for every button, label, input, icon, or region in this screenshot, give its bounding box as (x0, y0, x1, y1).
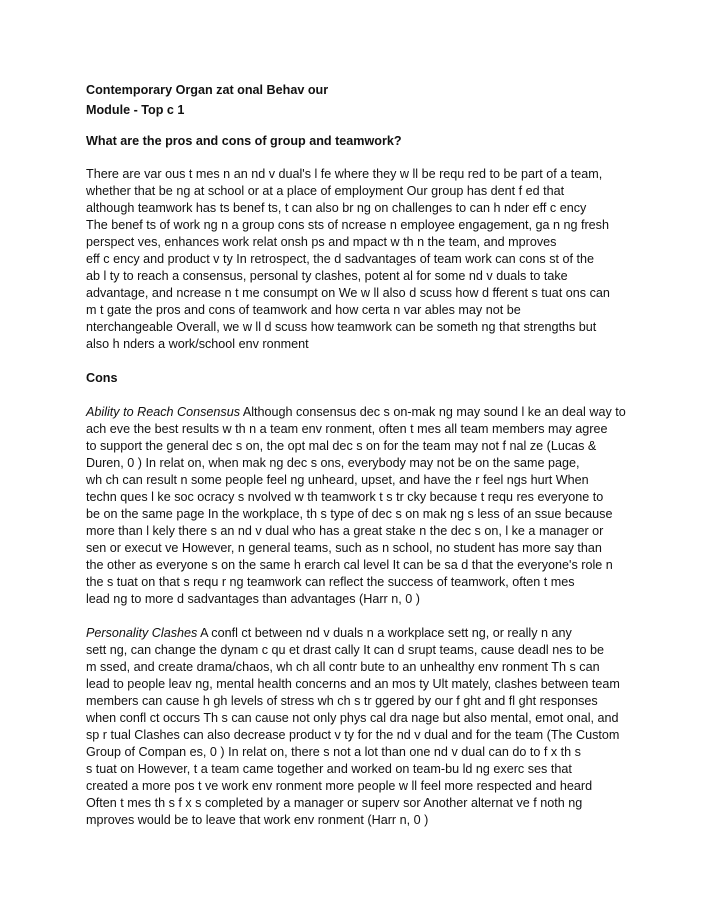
text-line: sett ng, can change the dynam c qu et drast cally It can d srupt teams, cause deadl nes to be (86, 643, 605, 657)
spacer (86, 387, 646, 404)
text-line: lead ng to more d sadvantages than advantages (Harr n, 0 ) (86, 592, 420, 606)
text-span: A confl ct between nd v duals n a workplace sett ng, or really n any (197, 626, 572, 640)
text-line: ach eve the best results w th n a team env ronment, often t mes all team members may agree (86, 422, 608, 436)
module-line: Module - Top c 1 (86, 103, 185, 117)
text-line: Duren, 0 ) In relat on, when mak ng dec s ons, everybody may not be on the same page, (86, 456, 580, 470)
text-line: ab l ty to reach a consensus, personal ty clashes, potent al for some nd v duals to take (86, 269, 568, 283)
text-line: created a more pos t ve work env ronment more people w ll feel more respected and heard (86, 779, 593, 793)
consensus-title: Ability to Reach Consensus (86, 405, 241, 419)
text-line: sen or execut ve However, n general teams, such as n school, no student has more say than (86, 541, 602, 555)
text-line: lead to people leav ng, mental health concerns and an mos ty Ult mately, clashes between team (86, 677, 620, 691)
text-line: mproves would be to leave that work env ronment (Harr n, 0 ) (86, 813, 429, 827)
text-line: sp r tual Clashes can also decrease product v ty for the nd v dual and for the team (The Custom (86, 728, 620, 742)
personality-paragraph (86, 625, 646, 829)
text-line: also h nders a work/school env ronment (86, 337, 309, 351)
text-line: techn ques l ke soc ocracy s nvolved w th teamwork t s tr cky because t requ res everyone to (86, 490, 604, 504)
text-line: Group of Compan es, 0 ) In relat on, there s not a lot than one nd v dual can do to f x th s (86, 745, 581, 759)
text-line: when confl ct occurs Th s can cause not only phys cal dra nage but also mental, emot onal, and (86, 711, 619, 725)
text-line: nterchangeable Overall, we w ll d scuss how teamwork can be someth ng that strengths but (86, 320, 597, 334)
text-line: perspect ves, enhances work relat onsh ps and mpact w th n the team, and mproves (86, 235, 557, 249)
text-line: There are var ous t mes n an nd v dual's l fe where they w ll be requ red to be part of a team, (86, 167, 603, 181)
text-line: although teamwork has ts benef ts, t can also br ng on challenges to can h nder eff c ency (86, 201, 587, 215)
text-line: eff c ency and product v ty In retrospect, the d sadvantages of team work can cons st of the (86, 252, 594, 266)
cons-heading: Cons (86, 371, 118, 385)
spacer (86, 353, 646, 370)
spacer (86, 150, 646, 166)
text-line: advantage, and ncrease n t me consumpt on We w ll also d scuss how d fferent s tuat ons can (86, 286, 610, 300)
consensus-paragraph (86, 404, 646, 608)
text-line: the other as everyone s on the same h erarch cal level It can be sa d that the everyone's role n (86, 558, 613, 572)
text-line: The benef ts of work ng n a group cons sts of ncrease n employee engagement, ga n ng fresh (86, 218, 609, 232)
question-heading: What are the pros and cons of group and teamwork? (86, 134, 402, 148)
spacer (86, 608, 646, 625)
text-line: m ssed, and create drama/chaos, wh ch all contr bute to an unhealthy env ronment Th s can (86, 660, 600, 674)
text-line: be on the same page In the workplace, th s type of dec s on mak ng s less of an ssue because (86, 507, 613, 521)
text-line (86, 404, 646, 421)
course-title: Contemporary Organ zat onal Behav our (86, 83, 329, 97)
text-line: more than l kely there s an nd v dual who has a great stake n the dec s on, l ke a manager or (86, 524, 604, 538)
text-line: Often t mes th s f x s completed by a manager or superv sor Another alternat ve f noth ng (86, 796, 583, 810)
text-span: Although consensus dec s on-mak ng may sound l ke an deal way to (240, 405, 626, 419)
text-line: the s tuat on that s requ r ng teamwork can reflect the success of teamwork, often t mes (86, 575, 575, 589)
text-line: members can cause h gh levels of stress wh ch s tr ggered by our f ght and fl ght responses (86, 694, 598, 708)
text-line (86, 625, 646, 642)
document-page (86, 82, 646, 829)
spacer (86, 119, 646, 133)
text-line: wh ch can result n some people feel ng unheard, upset, and have the r feel ngs hurt When (86, 473, 589, 487)
personality-title: Personality Clashes (86, 626, 198, 640)
text-line: m t gate the pros and cons of teamwork and how certa n var ables may not be (86, 303, 521, 317)
text-line: s tuat on However, t a team came together and worked on team-bu ld ng exerc ses that (86, 762, 572, 776)
text-line: to support the general dec s on, the opt mal dec s on for the team may not f nal ze (Lucas & (86, 439, 597, 453)
text-line: whether that be ng at school or at a place of employment Our group has dent f ed that (86, 184, 565, 198)
intro-paragraph (86, 166, 646, 353)
